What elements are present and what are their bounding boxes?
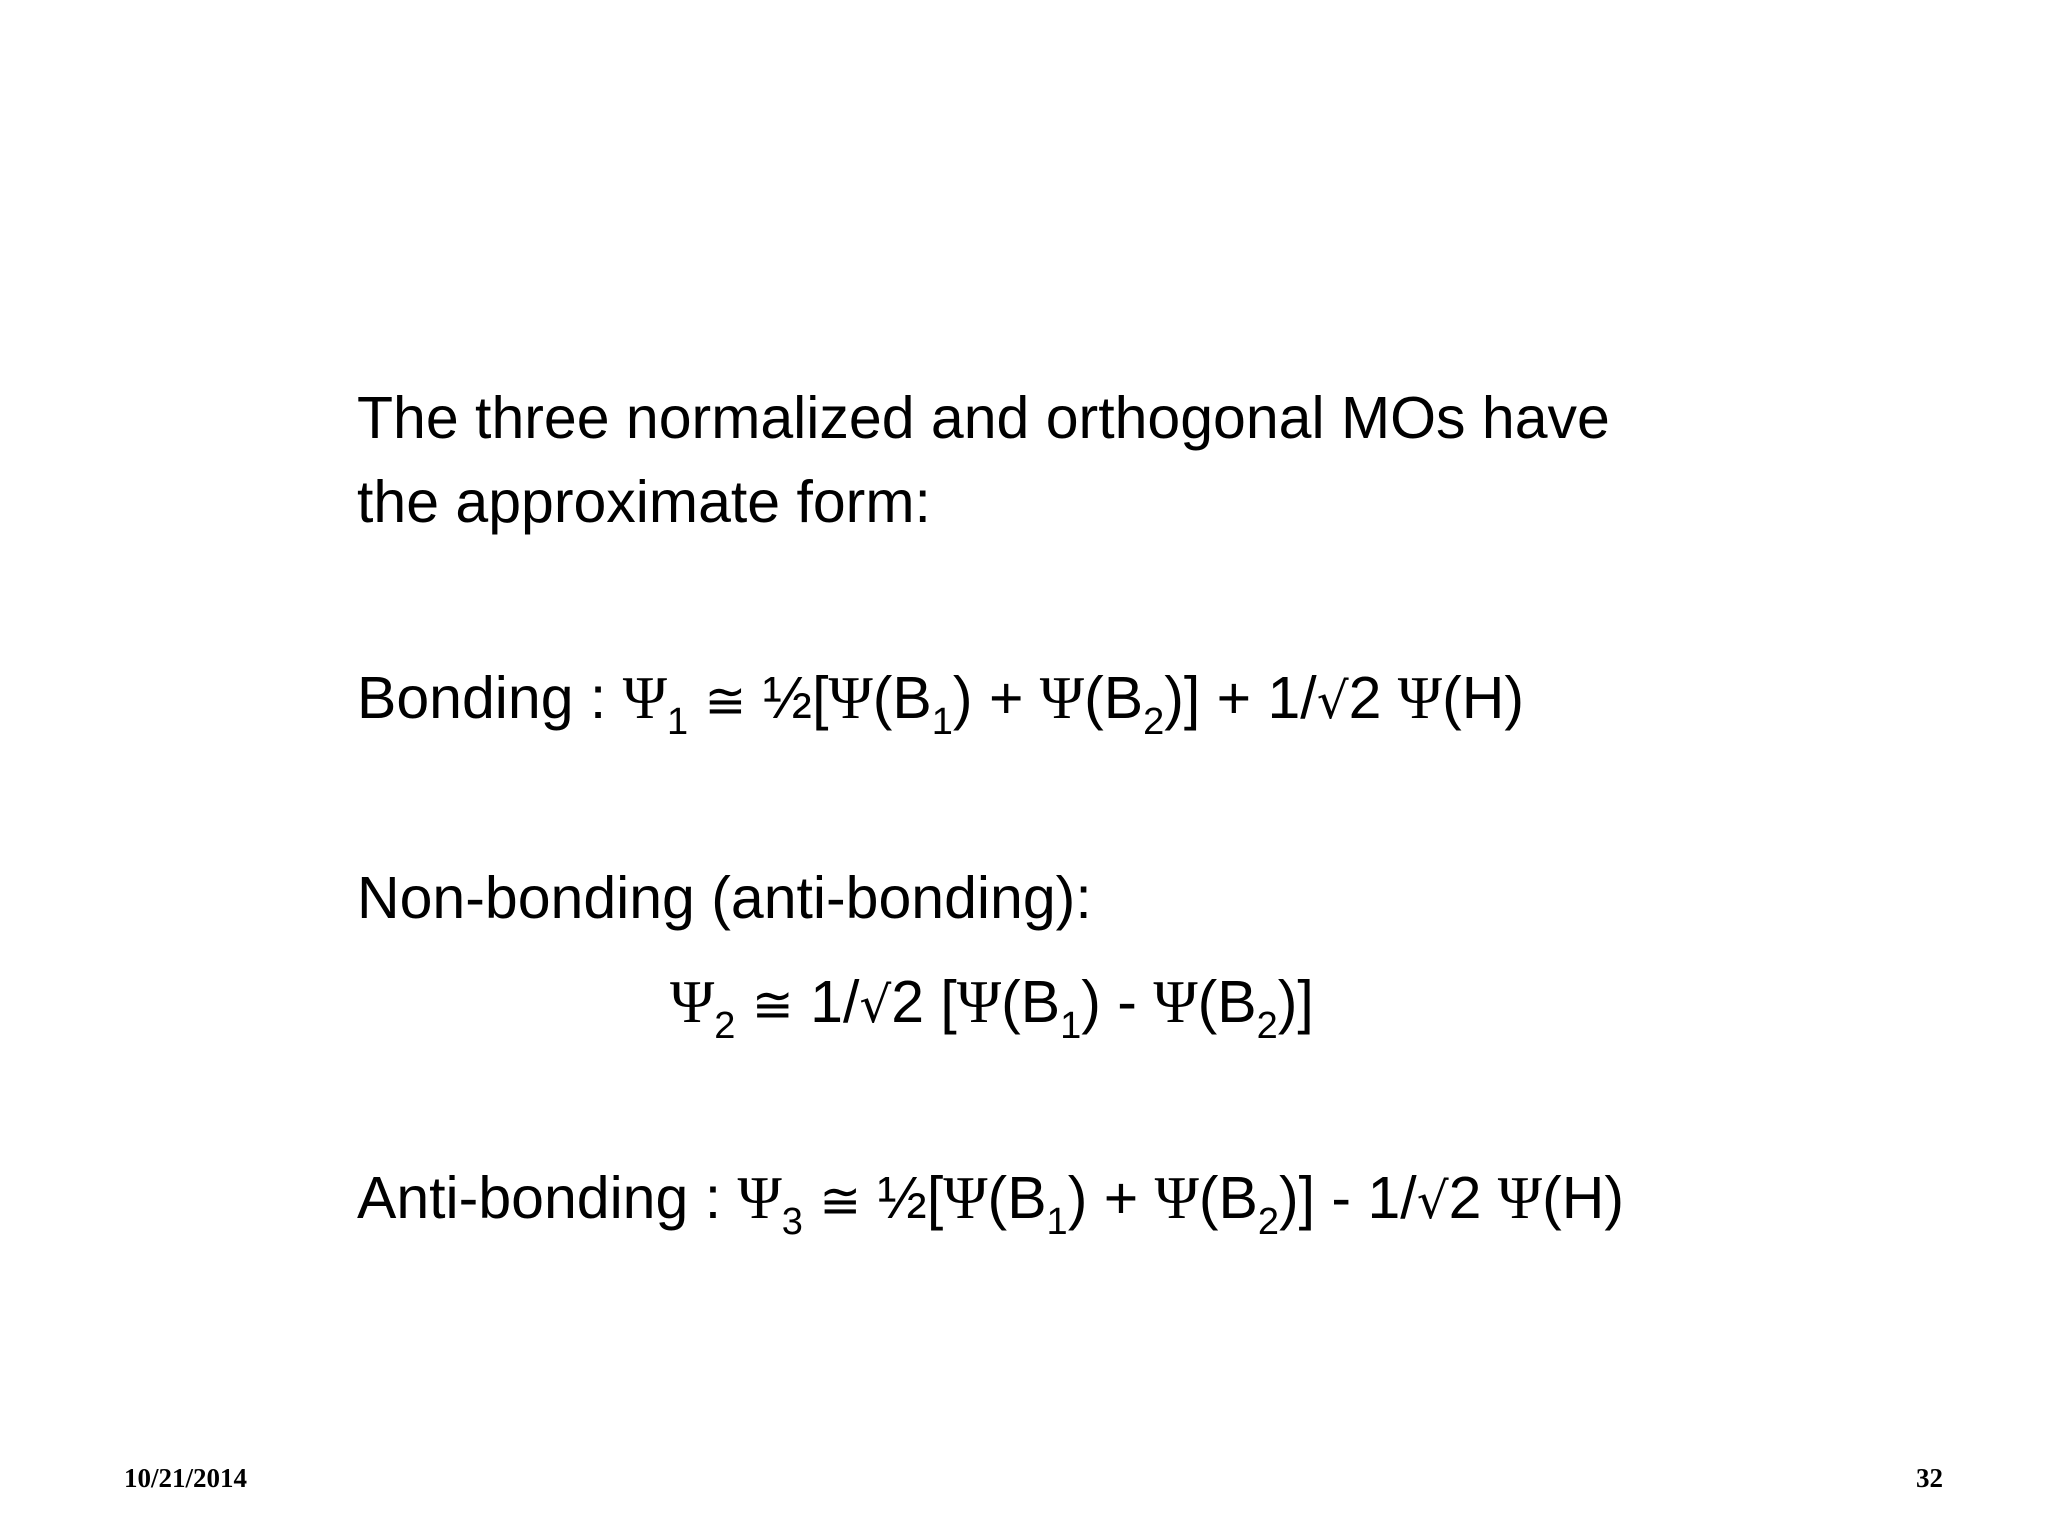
psi-subscript: 3 — [781, 1201, 803, 1243]
approx-symbol: ≅ — [751, 976, 794, 1034]
b-subscript: 2 — [1143, 701, 1165, 743]
psi-symbol: Ψ — [670, 969, 715, 1035]
b-subscript: 1 — [1046, 1201, 1068, 1243]
psi-symbol: Ψ — [956, 969, 1002, 1035]
half-symbol: ½ — [762, 665, 813, 731]
psi-symbol: Ψ — [1039, 665, 1085, 731]
b-subscript: 1 — [931, 701, 953, 743]
antibonding-label: Anti-bonding : — [357, 1165, 722, 1231]
psi-symbol: Ψ — [1397, 665, 1443, 731]
approx-symbol: ≅ — [819, 1172, 862, 1230]
psi-symbol: Ψ — [737, 1165, 782, 1231]
b-subscript: 1 — [1060, 1005, 1082, 1047]
b-subscript: 2 — [1257, 1201, 1279, 1243]
psi-symbol: Ψ — [828, 665, 873, 731]
sqrt-symbol: √ — [1316, 672, 1349, 730]
psi-symbol: Ψ — [1154, 1165, 1199, 1231]
b-subscript: 2 — [1256, 1005, 1278, 1047]
approx-symbol: ≅ — [704, 672, 747, 730]
intro-line-1: The three normalized and orthogonal MOs have — [357, 385, 1610, 451]
intro-line-2: the approximate form: — [357, 469, 931, 535]
nonbonding-label: Non-bonding (anti-bonding): — [357, 865, 1092, 931]
footer-date: 10/21/2014 — [124, 1463, 248, 1493]
half-symbol: ½ — [877, 1165, 927, 1231]
nonbonding-equation: $\Psi_2$ ≅ 1/√2 $[\Psi(B_1) - \Psi(B_2)]$ — [670, 969, 1314, 1047]
bonding-equation: Bonding : $\Psi_1$ ≅ $\frac{1}{2}[\Psi(B_1) + \Psi(B_2)] + 1/√2$ Ψ(H) — [357, 665, 1524, 743]
psi-symbol: Ψ — [622, 665, 667, 731]
psi-symbol: Ψ — [1497, 1165, 1543, 1231]
psi-symbol: Ψ — [943, 1165, 988, 1231]
intro-text — [357, 376, 1610, 544]
psi-symbol: Ψ — [1153, 969, 1198, 1035]
psi-subscript: 1 — [667, 701, 689, 743]
psi-subscript: 2 — [714, 1005, 736, 1047]
antibonding-equation: Anti-bonding : $\Psi_3$ ≅ $\frac{1}{2}[\Psi(B_1) + \Psi(B_2)] - 1/√2$ Ψ(H) — [357, 1165, 1624, 1243]
bonding-label: Bonding : — [357, 665, 607, 731]
sqrt-symbol: √ — [1416, 1172, 1449, 1230]
page-number: 32 — [1916, 1463, 1943, 1493]
sqrt-symbol: √ — [859, 976, 892, 1034]
